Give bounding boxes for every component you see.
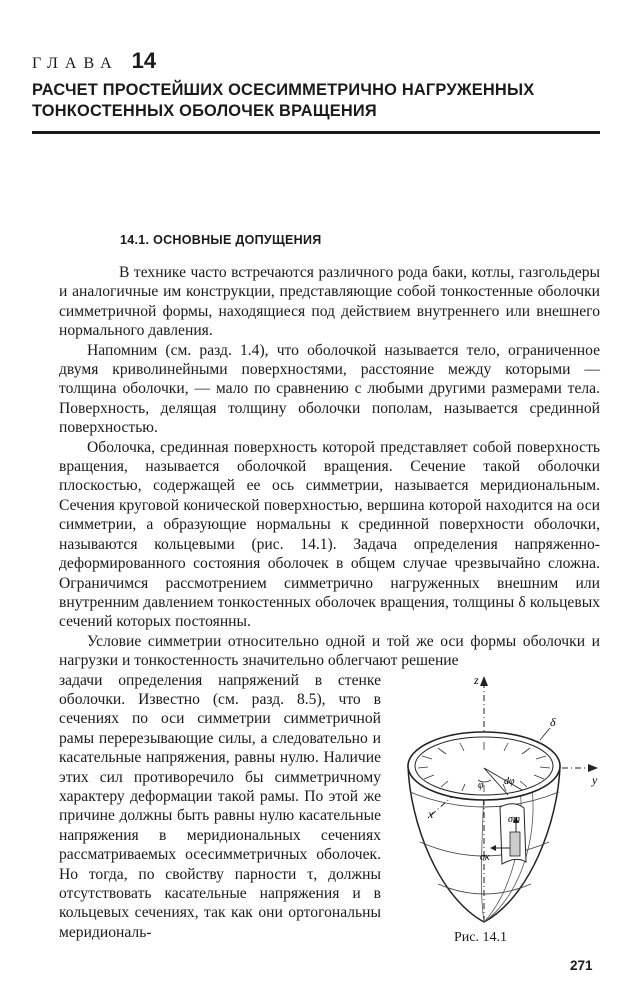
sigma-m-label: σm xyxy=(508,814,521,825)
figure-shell xyxy=(398,672,608,942)
chapter-title: РАСЧЕТ ПРОСТЕЙШИХ ОСЕСИММЕТРИЧНО НАГРУЖЕННЫХ ТОНКОСТЕННЫХ ОБОЛОЧЕК ВРАЩЕНИЯ xyxy=(32,81,535,120)
stress-element xyxy=(510,832,520,856)
paragraph-4-full: Условие симметрии относительно одной и той же оси формы оболочки и нагрузки и тонкостенность значительно облегчают решение xyxy=(59,632,600,670)
shell-diagram xyxy=(398,672,608,942)
delta-leader xyxy=(540,728,550,740)
paragraph-1: В технике часто встречаются различного рода баки, котлы, газгольдеры и аналогичные им конструкции, представляющие собой тонкостенные оболочки симметричной формы, находящиеся под действием внутреннего или внешнего нормального давления. xyxy=(59,264,600,340)
paragraph-4-wrap: задачи определения напряжений в стенке оболочки. Известно (см. разд. 8.5), что в сечениях по оси симметрии симметричной рамы перерезывающие силы, а следовательно и касательные напряжения, равны нулю. Наличие этих сил противоречило бы симметричному характеру деформации такой рамы. По этой же причине должны быть равны нулю касательные напряжения в меридиональных сечениях рассматриваемых осесимметричных оболочек. Но тогда, по свойству парности τ, должны отсутствовать касательные напряжения и в кольцевых сечениях, так как они ортогональны меридиональ- xyxy=(59,671,381,941)
chapter-number: 14 xyxy=(131,48,157,73)
paragraph-3: Оболочка, срединная поверхность которой представляет собой поверхность вращения, называется оболочкой вращения. Сечение такой оболочки плоскостью, содержащей ее ось симметрии, называется меридиональным. Сечения круговой конической поверхностью, вершина которой находится на оси симметрии, а образующие нормальны к срединной поверхности оболочки, называются кольцевыми (рис. 14.1). Задача определения напряженно-деформированного состояния оболочек в общем случае чрезвычайно сложна. Ограничимся рассмотрением симметрично нагруженных внешним или внутренним давлением тонкостенных оболочек вращения, толщины δ кольцевых сечений которых постоянны. xyxy=(59,438,600,631)
phi-label: φ xyxy=(478,780,484,791)
z-axis-arrow xyxy=(480,676,488,686)
section-heading: 14.1. ОСНОВНЫЕ ДОПУЩЕНИЯ xyxy=(120,233,322,247)
z-label: z xyxy=(474,673,479,687)
y-axis-arrow xyxy=(588,764,598,772)
paragraph-2: Напомним (см. разд. 1.4), что оболочкой называется тело, ограниченное двумя криволинейными поверхностями, расстояние между которыми — толщина оболочки, — мало по сравнению с любыми другими размерами тела. Поверхность, делящая толщину оболочки пополам, называется срединной поверхностью. xyxy=(59,341,600,437)
y-label: y xyxy=(592,773,598,787)
sigma-k-arrowhead xyxy=(490,845,496,851)
title-rule xyxy=(32,131,600,134)
chapter-label xyxy=(32,48,156,74)
chapter-label-text: ГЛАВА xyxy=(32,55,119,72)
sigma-k-label: σк xyxy=(480,852,490,863)
page-number: 271 xyxy=(570,958,593,973)
figure-caption: Рис. 14.1 xyxy=(454,930,507,945)
delta-label: δ xyxy=(550,715,556,729)
dphi-label: dφ xyxy=(504,776,515,787)
x-label: x xyxy=(428,807,434,821)
